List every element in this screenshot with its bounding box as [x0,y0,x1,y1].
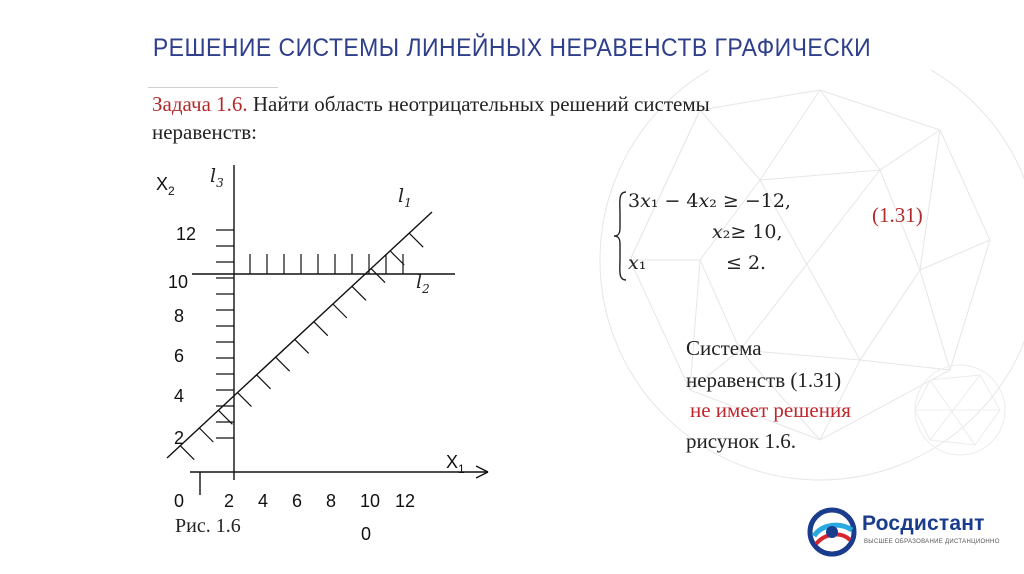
task-label: Задача 1.6. [152,92,248,116]
x-axis-arrow-upper [476,466,488,472]
logo-tagline: ВЫСШЕЕ ОБРАЗОВАНИЕ ДИСТАНЦИОННО [864,539,1000,545]
x-tick-label: 8 [326,491,337,510]
line-l3-label: $l_3$ [210,165,224,190]
y-axis-label: $X_2$ [156,174,175,198]
y-tick-label: 8 [174,306,185,326]
logo-name: Росдистант [862,512,985,535]
x-tick-label-wrapped: 0 [361,524,372,544]
hatch-mark [237,393,251,407]
task-statement [152,92,710,117]
x-tick-label: 0 [174,491,185,510]
line-l1-label: $l_1$ [398,185,412,210]
hatch-mark [371,269,385,283]
x-axis-label: $X_1$ [446,452,465,476]
title-divider [148,87,278,88]
y-tick-label: 4 [174,386,185,406]
y-tick-label: 10 [168,272,189,292]
task-text-line1: Найти область неотрицательных решений системы [247,92,710,116]
slide-title: РЕШЕНИЕ СИСТЕМЫ ЛИНЕЙНЫХ НЕРАВЕНСТВ ГРАФИЧЕСКИ [152,34,872,62]
hatch-mark [352,286,366,300]
line-l1 [167,212,432,458]
x-tick-label: 2 [224,491,235,510]
conclusion-line-4: рисунок 1.6. [686,429,796,453]
x-tick-label: 10 [360,491,381,510]
hatch-mark [276,357,290,371]
inequality-row-3-rhs: ≤ 2. [726,252,767,274]
hatch-mark [295,339,309,353]
hatch-mark [314,322,328,336]
x-axis-arrow-lower [476,472,488,478]
hatch-mark [199,428,213,442]
system-brace [612,190,628,282]
x-tick-label: 4 [258,491,269,510]
x-tick-label: 6 [292,491,303,510]
y-tick-label: 12 [176,224,197,244]
conclusion-line-2: неравенств (1.31) [686,368,842,392]
conclusion-line-1: Система [686,336,762,360]
rosdistant-logo-icon [806,506,858,558]
figure-caption: Рис. 1.6 [175,515,241,537]
hatch-mark [390,251,404,265]
hatch-mark [409,233,423,247]
conclusion-line-3: не имеет решения [690,398,851,422]
hatch-mark [333,304,347,318]
equation-number: (1.31) [872,203,923,227]
y-tick-label: 6 [174,346,185,366]
y-tick-label: 2 [174,428,185,448]
x-tick-label: 12 [395,491,416,510]
inequality-row-1: 3𝑥₁ − 4𝑥₂ ≥ −12, [628,190,791,212]
task-text-line2: неравенств: [152,120,257,144]
geodesic-sphere-decoration [560,70,1024,490]
inequality-row-3-lhs: 𝑥₁ [628,252,647,274]
inequality-row-2: 𝑥₂≥ 10, [712,221,783,243]
hatch-mark [257,375,271,389]
inequality-graph [150,150,510,510]
line-l2-label: $l_2$ [416,271,430,296]
